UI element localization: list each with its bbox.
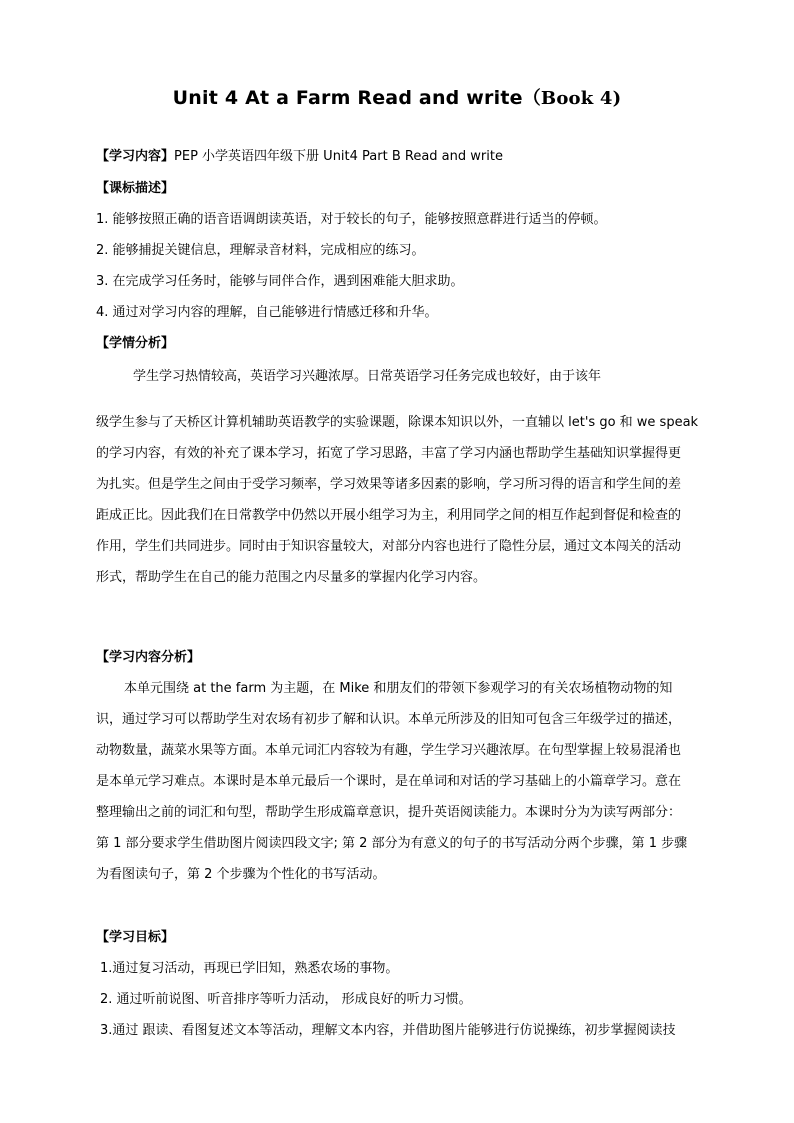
learners-line: 的学习内容，有效的补充了课本学习，拓宽了学习思路，丰富了学习内涵也帮助学生基础知识掌握得更 [96, 446, 682, 461]
learners-heading: 【学情分析】 [96, 336, 175, 351]
standards-item: 2. 能够捕捉关键信息，理解录音材料，完成相应的练习。 [96, 243, 425, 258]
analysis-line: 第 1 部分要求学生借助图片阅读四段文字; 第 2 部分为有意义的句子的书写活动分两个步骤，第 1 步骤 [96, 836, 688, 851]
content-label: 【学习内容】 [96, 149, 175, 164]
goals-heading: 【学习目标】 [96, 930, 175, 945]
analysis-line: 整理输出之前的词汇和句型，帮助学生形成篇章意识，提升英语阅读能力。本课时分为为读写两部分： [96, 805, 682, 820]
learners-line: 作用，学生们共同进步。同时由于知识容量较大，对部分内容也进行了隐性分层，通过文本闯关的活动 [96, 539, 682, 554]
content-line [96, 148, 736, 166]
analysis-heading: 【学习内容分析】 [96, 650, 201, 665]
learners-line: 距成正比。因此我们在日常教学中仍然以开展小组学习为主，利用同学之间的相互作起到督促和检查的 [96, 508, 682, 523]
goals-item: 3.通过 跟读、看图复述文本等活动，理解文本内容，并借助图片能够进行仿说操练，初步掌握阅读技 [100, 1023, 676, 1038]
standards-item: 3. 在完成学习任务时，能够与同伴合作，遇到困难能大胆求助。 [96, 274, 464, 289]
analysis-line: 是本单元学习难点。本课时是本单元最后一个课时，是在单词和对话的学习基础上的小篇章学习。意在 [96, 774, 682, 789]
standards-item: 4. 通过对学习内容的理解，自己能够进行情感迁移和升华。 [96, 305, 438, 320]
content-text: PEP 小学英语四年级下册 Unit4 Part B Read and write [174, 149, 503, 164]
learners-line: 形式，帮助学生在自己的能力范围之内尽量多的掌握内化学习内容。 [96, 570, 487, 585]
analysis-line: 本单元围绕 at the farm 为主题，在 Mike 和朋友们的带领下参观学习的有关农场植物动物的知 [124, 681, 673, 696]
goals-item: 2. 通过听前说图、听音排序等听力活动， 形成良好的听力习惯。 [100, 992, 472, 1007]
title-book: （Book 4) [522, 88, 622, 109]
learners-line: 学生学习热情较高，英语学习兴趣浓厚。日常英语学习任务完成也较好，由于该年 [133, 369, 602, 384]
document-title [0, 84, 794, 110]
analysis-line: 识，通过学习可以帮助学生对农场有初步了解和认识。本单元所涉及的旧知可包含三年级学过的描述， [96, 712, 682, 727]
analysis-line: 为看图读句子，第 2 个步骤为个性化的书写活动。 [96, 867, 386, 882]
learners-line: 为扎实。但是学生之间由于受学习频率，学习效果等诸多因素的影响，学习所习得的语言和学生间的差 [96, 477, 682, 492]
analysis-line: 动物数量，蔬菜水果等方面。本单元词汇内容较为有趣，学生学习兴趣浓厚。在句型掌握上较易混淆也 [96, 743, 682, 758]
standards-item: 1. 能够按照正确的语音语调朗读英语，对于较长的句子，能够按照意群进行适当的停顿。 [96, 212, 607, 227]
title-main: Unit 4 At a Farm Read and write [172, 87, 523, 109]
learners-line: 级学生参与了天桥区计算机辅助英语教学的实验课题，除课本知识以外，一直辅以 let's go 和 we speak [96, 415, 699, 430]
goals-item: 1.通过复习活动，再现已学旧知，熟悉农场的事物。 [100, 961, 399, 976]
standards-heading: 【课标描述】 [96, 181, 175, 196]
